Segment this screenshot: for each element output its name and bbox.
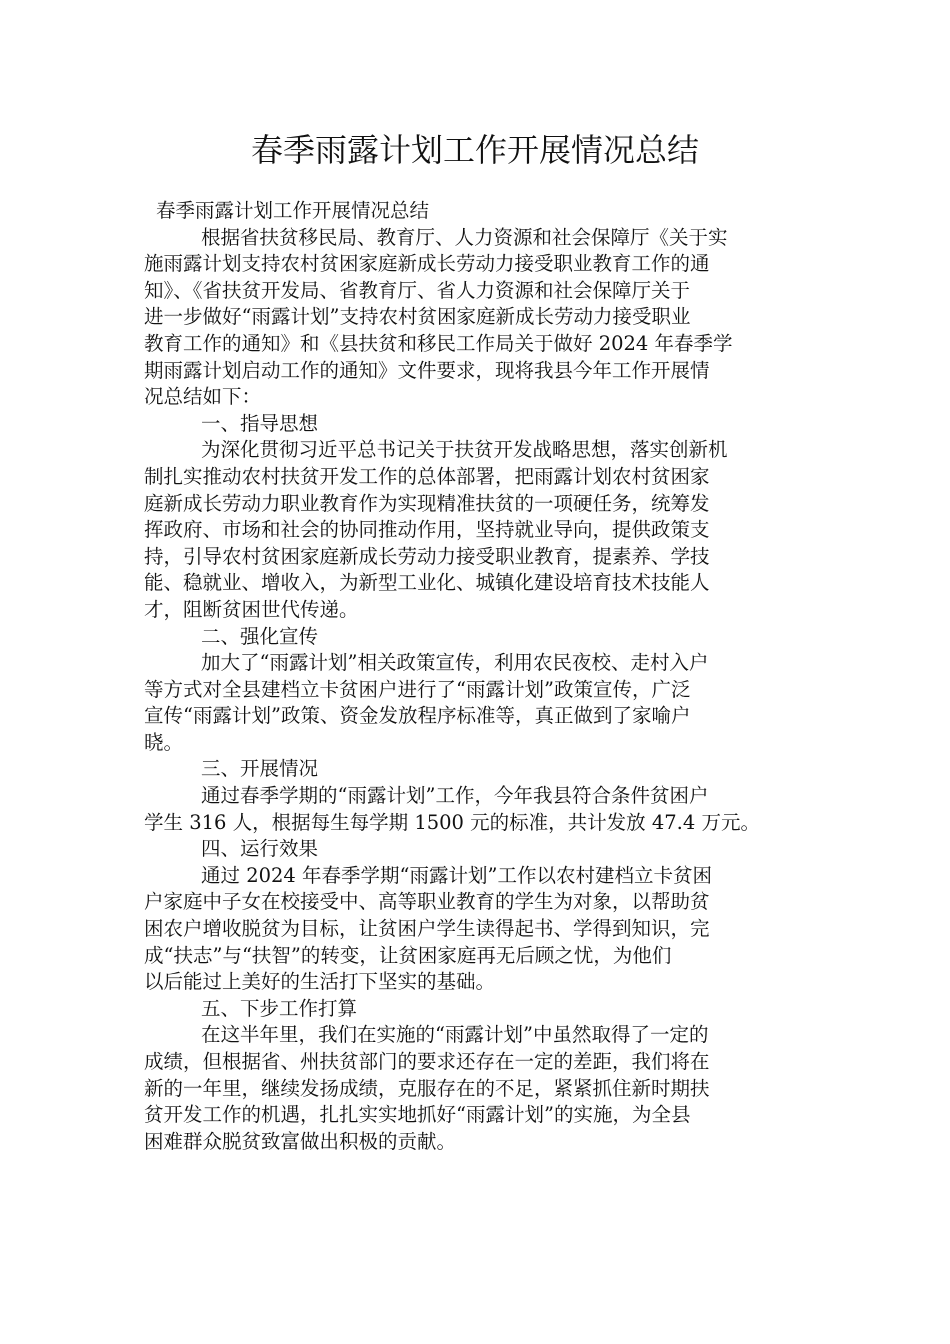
document-title: 春季雨露计划工作开展情况总结 <box>250 131 699 169</box>
effects-line: 困农户增收脱贫为目标，让贫困户学生读得起书、学得到知识，完 <box>144 917 710 941</box>
effects-line: 户家庭中子女在校接受中、高等职业教育的学生为对象，以帮助贫 <box>144 890 710 914</box>
section-heading-implementation: 三、开展情况 <box>201 757 319 781</box>
guiding-ideology-line: 为深化贯彻习近平总书记关于扶贫开发战略思想，落实创新机 <box>201 438 728 462</box>
intro-paragraph-line: 进一步做好“雨露计划”支持农村贫困家庭新成长劳动力接受职业 <box>144 305 691 329</box>
implementation-line: 通过春季学期的“雨露计划”工作，今年我县符合条件贫困户 <box>201 784 709 808</box>
section-heading-effects: 四、运行效果 <box>201 837 319 861</box>
guiding-ideology-line: 能、稳就业、增收入，为新型工业化、城镇化建设培育技术技能人 <box>144 571 710 595</box>
next-steps-line: 成绩，但根据省、州扶贫部门的要求还存在一定的差距，我们将在 <box>144 1050 710 1073</box>
next-steps-line: 贫开发工作的机遇，扎扎实实地抓好“雨露计划”的实施，为全县 <box>144 1103 691 1127</box>
effects-line: 通过 2024 年春季学期“雨露计划”工作以农村建档立卡贫困 <box>201 863 712 887</box>
intro-paragraph-line: 期雨露计划启动工作的通知》文件要求，现将我县今年工作开展情 <box>144 358 710 382</box>
document-body <box>144 198 808 1155</box>
guiding-ideology-line: 持，引导农村贫困家庭新成长劳动力接受职业教育，提素养、学技 <box>144 544 710 568</box>
implementation-line: 学生 316 人，根据每生每学期 1500 元的标准，共计发放 47.4 万元。 <box>144 810 760 834</box>
next-steps-line: 在这半年里，我们在实施的“雨露计划”中虽然取得了一定的 <box>201 1023 709 1047</box>
guiding-ideology-line: 制扎实推动农村扶贫开发工作的总体部署，把雨露计划农村贫困家 <box>144 464 710 488</box>
document-subtitle: 春季雨露计划工作开展情况总结 <box>156 199 430 222</box>
effects-line: 以后能过上美好的生活打下坚实的基础。 <box>144 970 496 994</box>
guiding-ideology-line: 才，阻断贫困世代传递。 <box>144 597 359 621</box>
intro-paragraph-line: 知》、《省扶贫开发局、省教育厅、省人力资源和社会保障厅关于 <box>144 278 691 302</box>
section-heading-publicity: 二、强化宣传 <box>201 624 319 648</box>
publicity-line: 晓。 <box>144 730 184 754</box>
intro-paragraph-line: 根据省扶贫移民局、教育厅、人力资源和社会保障厅《关于实 <box>201 225 728 249</box>
next-steps-line: 新的一年里，继续发扬成绩，克服存在的不足，紧紧抓住新时期扶 <box>144 1076 710 1100</box>
publicity-line: 宣传“雨露计划”政策、资金发放程序标准等，真正做到了家喻户 <box>144 704 691 728</box>
section-heading-guiding-ideology: 一、指导思想 <box>201 411 319 435</box>
effects-line: 成“扶志”与“扶智”的转变，让贫困家庭再无后顾之忧，为他们 <box>144 943 672 967</box>
publicity-line: 等方式对全县建档立卡贫困户进行了“雨露计划”政策宣传，广泛 <box>144 677 691 701</box>
section-heading-next-steps: 五、下步工作打算 <box>201 996 358 1020</box>
guiding-ideology-line: 庭新成长劳动力职业教育作为实现精准扶贫的一项硬任务，统筹发 <box>144 491 710 515</box>
intro-paragraph-line: 况总结如下： <box>144 385 262 409</box>
publicity-line: 加大了“雨露计划”相关政策宣传，利用农民夜校、走村入户 <box>201 651 709 675</box>
guiding-ideology-line: 挥政府、市场和社会的协同推动作用，坚持就业导向，提供政策支 <box>144 518 710 542</box>
next-steps-line: 困难群众脱贫致富做出积极的贡献。 <box>144 1129 457 1153</box>
intro-paragraph-line: 教育工作的通知》和《县扶贫和移民工作局关于做好 2024 年春季学 <box>144 331 733 355</box>
intro-paragraph-line: 施雨露计划支持农村贫困家庭新成长劳动力接受职业教育工作的通 <box>144 252 710 276</box>
